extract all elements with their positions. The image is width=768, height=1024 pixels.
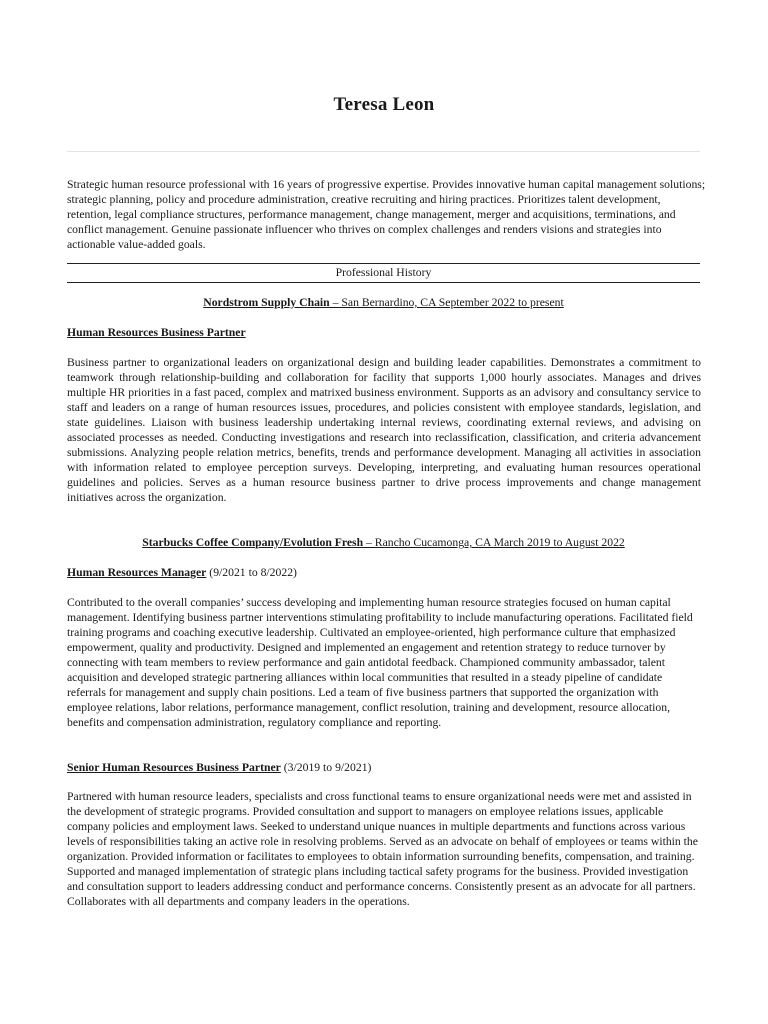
company-location-dates: – Rancho Cucamonga, CA March 2019 to August 2022: [363, 536, 625, 549]
professional-summary: Strategic human resource professional with 16 years of progressive expertise. Provides innovative human capital management solutions; strategic planning, policy and procedure administration, creative recruiting and hiring practices. Prioritizes talent development, retention, legal compliance structures, performance management, change management, merger and acquisitions, terminations, and conflict management. Genuine passionate influencer who thrives on complex challenges and renders visions and strategies into actionable value-added goals.: [67, 178, 706, 251]
role-title: Human Resources Business Partner: [67, 326, 246, 339]
candidate-name: Teresa Leon: [333, 94, 435, 115]
employer-heading: [67, 535, 700, 550]
company-name: Starbucks Coffee Company/Evolution Fresh: [142, 536, 364, 549]
role-dates: (9/2021 to 8/2022): [206, 566, 297, 579]
section-title: Professional History: [335, 266, 432, 279]
role-dates: (3/2019 to 9/2021): [280, 761, 372, 774]
role-title: Human Resources Manager: [67, 566, 207, 579]
company-name: Nordstrom Supply Chain: [203, 296, 330, 309]
role-heading: [67, 760, 707, 775]
header-divider: [67, 151, 700, 152]
section-header: [67, 263, 700, 283]
employer-heading: [67, 295, 700, 310]
role-description: Partnered with human resource leaders, specialists and cross functional teams to ensure organizational needs were met and assisted in the development of strategic programs. Provided consultation and support to managers on employee relations issues, applicable company policies and employment laws. Seeked to understand unique nuances in multiple departments and functions across various levels of responsibilities taking an active role in resolving problems. Served as an advocate on behalf of employees or teams within the organization. Provided information or facilitates to employees to obtain information surrounding benefits, compensation, and training. Supported and managed implementation of strategic plans including tactical safety programs for the business. Provided investigation and consultation support to leaders addressing conduct and performance concerns. Consistently present as an advocate for all partners. Collaborates with all departments and company leaders in the operations.: [67, 790, 698, 908]
role-heading: [67, 325, 707, 340]
role-description: Business partner to organizational leaders on organizational design and building leader capabilities. Demonstrates a commitment to teamwork through relationship-building and collaboration for facility that supports 1,000 hourly associates. Manages and drives multiple HR priorities in a fast paced, complex and matrixed business environment. Supports as an advisory and consultancy service to staff and leaders on a range of human resources issues, procedures, and policies consistent with employee standards, legislation, and state guidelines. Liaison with business leadership undertaking internal reviews, coordinating external reviews, and advising on associated processes as needed. Conducting investigations and research into reclassification, classification, and criteria advancement submissions. Analyzing people relation metrics, benefits, trends and performance development. Managing all activities in association with information related to employee perception surveys. Developing, interpreting, and evaluating human resources operational guidelines and policies. Serves as a human resource business partner to drive process improvements and change management initiatives across the organization.: [67, 356, 701, 504]
role-heading: [67, 565, 707, 580]
role-description: Contributed to the overall companies’ success developing and implementing human resource strategies focused on human capital management. Identifying business partner interventions stimulating profitability to include manufacturing operations. Facilitated field training programs and coaching executive leadership. Cultivated an employee-oriented, high performance culture that emphasized empowerment, quality and productivity. Designed and implemented an engagement and retention strategy to reduce turnover by connecting with team members to review performance and gain antidotal feedback. Championed community ambassador, talent acquisition and developed strategic partnering alliances within local communities that resulted in a steady pipeline of candidate referrals for management and supply chain positions. Led a team of five business partners that supported the organization with employee relations, labor relations, performance management, conflict resolution, training and development, resource allocation, benefits and compensation administration, regulatory compliance and reporting.: [67, 596, 693, 729]
role-title: Senior Human Resources Business Partner: [67, 761, 281, 774]
company-location-dates: – San Bernardino, CA September 2022 to present: [329, 296, 564, 309]
